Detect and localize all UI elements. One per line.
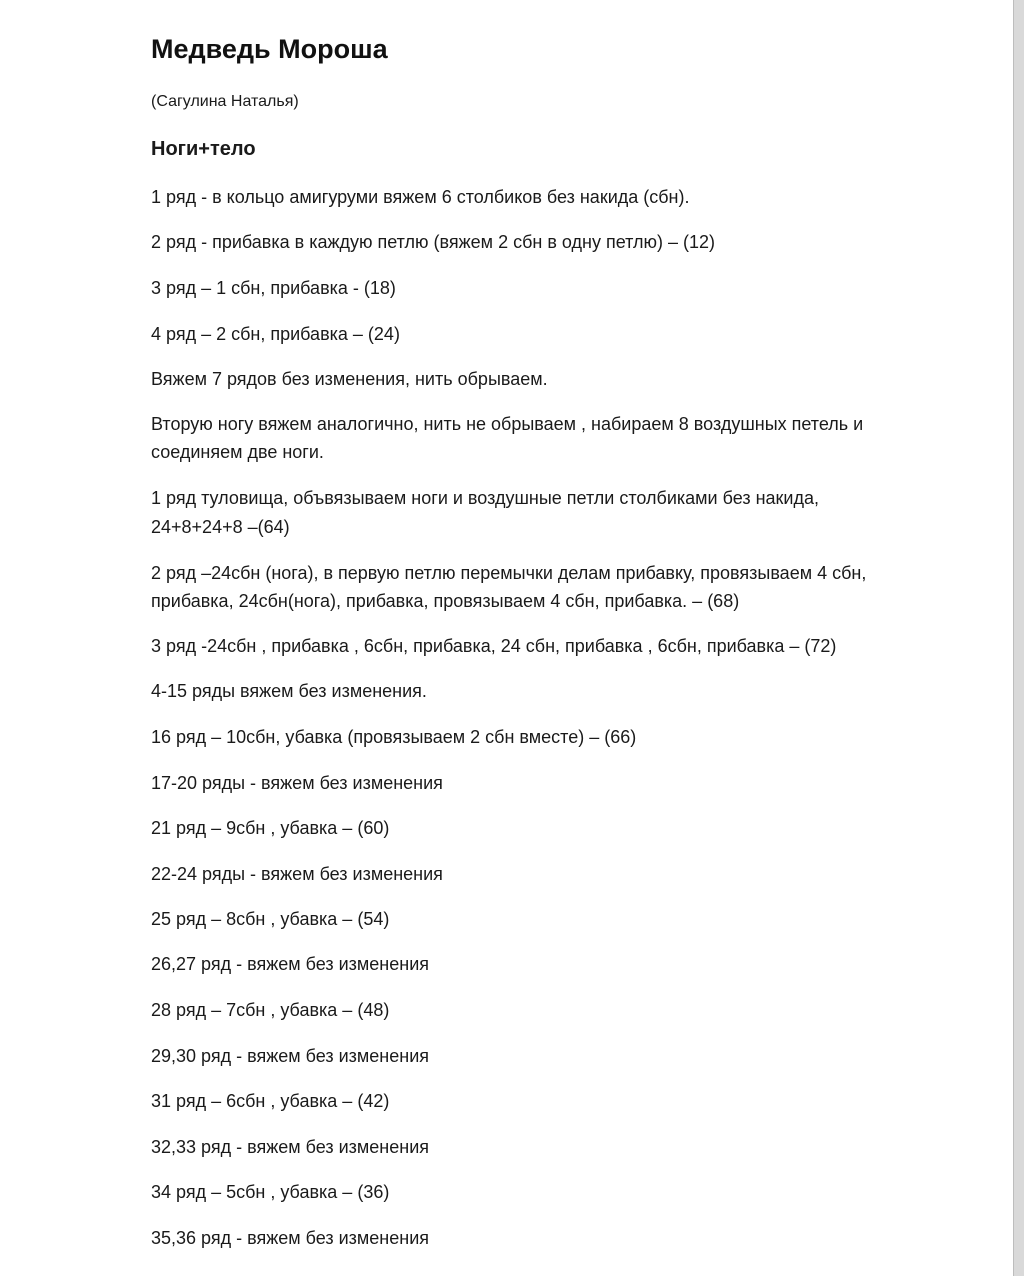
instruction-line: 17-20 ряды - вяжем без изменения xyxy=(151,773,443,793)
instruction-line: прибавка, 24сбн(нога), прибавка, провязываем 4 сбн, прибавка. – (68) xyxy=(151,591,740,611)
instruction-line: соединяем две ноги. xyxy=(151,442,324,462)
instruction-line: Вяжем 7 рядов без изменения, нить обрываем. xyxy=(151,369,548,389)
instruction-line: 31 ряд – 6сбн , убавка – (42) xyxy=(151,1091,390,1111)
instruction-line: 4 ряд – 2 сбн, прибавка – (24) xyxy=(151,324,400,344)
instruction-line: 34 ряд – 5сбн , убавка – (36) xyxy=(151,1182,390,1202)
instruction-line: 21 ряд – 9сбн , убавка – (60) xyxy=(151,818,390,838)
document-title: Медведь Мороша xyxy=(151,34,388,64)
section-heading: Ноги+тело xyxy=(151,138,256,160)
instruction-line: 35,36 ряд - вяжем без изменения xyxy=(151,1228,429,1248)
instruction-line: 32,33 ряд - вяжем без изменения xyxy=(151,1137,429,1157)
instruction-line: 1 ряд туловища, объвязываем ноги и воздушные петли столбиками без накида, xyxy=(151,488,819,508)
instruction-line: 28 ряд – 7сбн , убавка – (48) xyxy=(151,1000,390,1020)
instruction-line: 26,27 ряд - вяжем без изменения xyxy=(151,954,429,974)
instruction-line: Вторую ногу вяжем аналогично, нить не обрываем , набираем 8 воздушных петель и xyxy=(151,414,864,434)
instruction-line: 22-24 ряды - вяжем без изменения xyxy=(151,864,443,884)
instruction-line: 3 ряд -24сбн , прибавка , 6сбн, прибавка, 24 сбн, прибавка , 6сбн, прибавка – (72) xyxy=(151,636,837,656)
instruction-line: 2 ряд –24сбн (нога), в первую петлю перемычки делам прибавку, провязываем 4 сбн, xyxy=(151,563,867,583)
instruction-line: 4-15 ряды вяжем без изменения. xyxy=(151,681,427,701)
instruction-line: 3 ряд – 1 сбн, прибавка - (18) xyxy=(151,278,396,298)
instruction-line: 2 ряд - прибавка в каждую петлю (вяжем 2 сбн в одну петлю) – (12) xyxy=(151,232,715,252)
instruction-line: 16 ряд – 10сбн, убавка (провязываем 2 сбн вместе) – (66) xyxy=(151,727,637,747)
instruction-line: 1 ряд - в кольцо амигуруми вяжем 6 столбиков без накида (сбн). xyxy=(151,187,690,207)
instruction-line: 25 ряд – 8сбн , убавка – (54) xyxy=(151,909,390,929)
instruction-line: 29,30 ряд - вяжем без изменения xyxy=(151,1046,429,1066)
document-author: (Сагулина Наталья) xyxy=(151,93,299,110)
instruction-line: 24+8+24+8 –(64) xyxy=(151,517,290,537)
